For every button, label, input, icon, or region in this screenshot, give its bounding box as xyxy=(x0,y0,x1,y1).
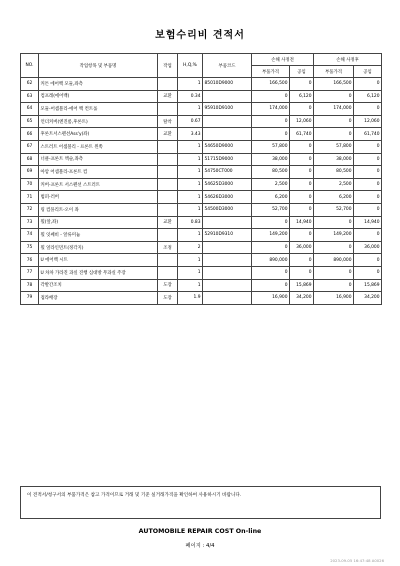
cell-work xyxy=(158,266,178,279)
cell-ap: 0 xyxy=(314,216,354,229)
cell-work xyxy=(158,140,178,153)
cell-hq: 1 xyxy=(178,279,203,292)
cell-code xyxy=(203,266,252,279)
cell-code: 54626D3000 xyxy=(203,191,252,204)
cell-work xyxy=(158,166,178,179)
cell-bp: 0 xyxy=(252,90,290,103)
header-item: 작업항목 및 부품명 xyxy=(39,54,158,78)
cell-ap: 2,500 xyxy=(314,178,354,191)
cell-work xyxy=(158,153,178,166)
cell-no: 65 xyxy=(21,115,39,128)
table-row xyxy=(21,128,382,141)
table-row xyxy=(21,78,382,91)
cell-name: 컴프레(에어백) xyxy=(39,90,158,103)
header-before-labor: 공임 xyxy=(290,66,314,78)
cell-hq: 1 xyxy=(178,203,203,216)
cell-code xyxy=(203,279,252,292)
cell-name: 후론트서스펜션Ass'y(좌) xyxy=(39,128,158,141)
cell-work xyxy=(158,203,178,216)
cell-code: 95910D9100 xyxy=(203,103,252,116)
cell-bl: 15,869 xyxy=(290,279,314,292)
cell-name: U 에어백 시트 xyxy=(39,254,158,267)
cell-hq: 1 xyxy=(178,140,203,153)
cell-no: 74 xyxy=(21,229,39,242)
cell-name: 커버-프론트 서스펜션 스트러트 xyxy=(39,178,158,191)
cell-name: 링 컴플리트-오이 좌 xyxy=(39,203,158,216)
cell-hq: 0.67 xyxy=(178,115,203,128)
cell-hq: 2 xyxy=(178,241,203,254)
cell-work xyxy=(158,191,178,204)
cell-name: 모듈-어셈블리-에어 백 컨트롤 xyxy=(39,103,158,116)
cell-code xyxy=(203,254,252,267)
cell-bl: 34,200 xyxy=(290,292,314,305)
cell-bl: 0 xyxy=(290,140,314,153)
cell-bl: 0 xyxy=(290,191,314,204)
cell-bp: 0 xyxy=(252,279,290,292)
cell-name: 각발간조치 xyxy=(39,279,158,292)
cell-code xyxy=(203,292,252,305)
cell-hq: 3.43 xyxy=(178,128,203,141)
cell-bl: 0 xyxy=(290,153,314,166)
cell-code xyxy=(203,115,252,128)
cell-no: 72 xyxy=(21,203,39,216)
table-row xyxy=(21,254,382,267)
cell-al: 0 xyxy=(354,203,382,216)
cell-al: 12,060 xyxy=(354,115,382,128)
cell-al: 0 xyxy=(354,166,382,179)
table-row xyxy=(21,166,382,179)
cell-bl: 0 xyxy=(290,78,314,91)
cell-hq: 1 xyxy=(178,78,203,91)
table-row xyxy=(21,216,382,229)
header-after-assessment: 손해 사정후 xyxy=(314,54,382,66)
cell-name: 스트러트 어셈블리 - 프론트 왼쪽 xyxy=(39,140,158,153)
cell-name: 범퍼-러버 xyxy=(39,191,158,204)
cell-name: 휠 잇쎄비 - 알류미늄 xyxy=(39,229,158,242)
cell-ap: 80,500 xyxy=(314,166,354,179)
cell-code xyxy=(203,90,252,103)
header-before-assessment: 손해 사정전 xyxy=(252,54,314,66)
cell-name: U 차차 가라진 과실 진행 심대방 무과실 주장 xyxy=(39,266,158,279)
cell-hq: 0.83 xyxy=(178,216,203,229)
cell-al: 0 xyxy=(354,78,382,91)
cell-work xyxy=(158,103,178,116)
cell-bl: 0 xyxy=(290,103,314,116)
cell-al: 0 xyxy=(354,140,382,153)
table-row xyxy=(21,178,382,191)
table-row xyxy=(21,203,382,216)
cell-name: 커튼 에어백 모듈,좌측 xyxy=(39,78,158,91)
cell-name: 휠 얼라인먼트(정각지) xyxy=(39,241,158,254)
cell-work xyxy=(158,178,178,191)
cell-hq: 1 xyxy=(178,103,203,116)
cell-ap: 149,200 xyxy=(314,229,354,242)
header-partcode: 부품코드 xyxy=(203,54,252,78)
cell-ap: 890,000 xyxy=(314,254,354,267)
cell-al: 0 xyxy=(354,254,382,267)
cell-bl: 0 xyxy=(290,203,314,216)
header-no: NO. xyxy=(21,54,39,78)
cell-bp: 52,700 xyxy=(252,203,290,216)
cell-code: 54750CT000 xyxy=(203,166,252,179)
cell-no: 63 xyxy=(21,90,39,103)
table-row xyxy=(21,292,382,305)
cell-al: 0 xyxy=(354,153,382,166)
cell-name: 휠(앞,좌) xyxy=(39,216,158,229)
cell-no: 71 xyxy=(21,191,39,204)
cell-bp: 174,000 xyxy=(252,103,290,116)
cell-code: 52910D9310 xyxy=(203,229,252,242)
cell-al: 6,120 xyxy=(354,90,382,103)
page-number: 페이지 : 4/4 xyxy=(185,543,215,549)
cell-bp: 0 xyxy=(252,128,290,141)
cell-no: 62 xyxy=(21,78,39,91)
cell-ap: 0 xyxy=(314,266,354,279)
cell-no: 75 xyxy=(21,241,39,254)
document-title: 보험수리비 견적서 xyxy=(155,30,245,41)
cell-name: 접라배장 xyxy=(39,292,158,305)
cell-bp: 149,200 xyxy=(252,229,290,242)
cell-code: 54625D3000 xyxy=(203,178,252,191)
cell-ap: 57,800 xyxy=(314,140,354,153)
cell-ap: 0 xyxy=(314,90,354,103)
cell-bl: 0 xyxy=(290,266,314,279)
estimate-rows xyxy=(21,78,382,305)
cell-ap: 38,000 xyxy=(314,153,354,166)
cell-al: 34,200 xyxy=(354,292,382,305)
cell-bp: 38,000 xyxy=(252,153,290,166)
cell-al: 14,940 xyxy=(354,216,382,229)
cell-hq: 1 xyxy=(178,229,203,242)
table-row xyxy=(21,191,382,204)
cell-bl: 0 xyxy=(290,178,314,191)
cell-bl: 0 xyxy=(290,254,314,267)
cell-bp: 0 xyxy=(252,241,290,254)
cell-work: 교환 xyxy=(158,216,178,229)
cell-no: 77 xyxy=(21,266,39,279)
disclaimer-note: 이 견적서/청구서의 부품가격은 참고 가격이므로 거래 및 기준 실거래가격을 확인하여 사용하시기 바랍니다. xyxy=(20,486,381,519)
header-after-part-price: 부품가격 xyxy=(314,66,354,78)
cell-al: 0 xyxy=(354,103,382,116)
cell-code: 85010D9000 xyxy=(203,78,252,91)
cell-name: 언더커버(엔진룸,후론트) xyxy=(39,115,158,128)
table-row xyxy=(21,279,382,292)
cell-work: 도장 xyxy=(158,292,178,305)
table-row xyxy=(21,140,382,153)
cell-bp: 0 xyxy=(252,115,290,128)
cell-work xyxy=(158,78,178,91)
cell-hq: 0.34 xyxy=(178,90,203,103)
cell-ap: 0 xyxy=(314,115,354,128)
cell-bl: 36,000 xyxy=(290,241,314,254)
header-work: 작업 xyxy=(158,54,178,78)
cell-al: 15,869 xyxy=(354,279,382,292)
table-row xyxy=(21,229,382,242)
cell-hq: 1 xyxy=(178,153,203,166)
cell-bl: 12,060 xyxy=(290,115,314,128)
cell-code: 54500D3000 xyxy=(203,203,252,216)
cell-work: 탈착 xyxy=(158,115,178,128)
cell-hq: 1.9 xyxy=(178,292,203,305)
cell-ap: 52,700 xyxy=(314,203,354,216)
header-hqty: H,Q,% xyxy=(178,54,203,78)
cell-code xyxy=(203,216,252,229)
cell-bp: 2,500 xyxy=(252,178,290,191)
cell-work: 조정 xyxy=(158,241,178,254)
cell-bp: 57,800 xyxy=(252,140,290,153)
header-after-labor: 공임 xyxy=(354,66,382,78)
cell-hq: 1 xyxy=(178,254,203,267)
header-before-part-price: 부품가격 xyxy=(252,66,290,78)
cell-hq: 1 xyxy=(178,266,203,279)
cell-work: 도장 xyxy=(158,279,178,292)
cell-name: 너클-프론트 액슬,좌측 xyxy=(39,153,158,166)
cell-work: 교환 xyxy=(158,128,178,141)
table-row xyxy=(21,153,382,166)
cell-no: 64 xyxy=(21,103,39,116)
cell-bp: 6,200 xyxy=(252,191,290,204)
cell-bl: 0 xyxy=(290,229,314,242)
cell-hq: 1 xyxy=(178,178,203,191)
cell-bl: 61,740 xyxy=(290,128,314,141)
table-row xyxy=(21,103,382,116)
table-row xyxy=(21,90,382,103)
cell-no: 70 xyxy=(21,178,39,191)
cell-al: 0 xyxy=(354,266,382,279)
cell-code xyxy=(203,128,252,141)
cell-work: 교환 xyxy=(158,90,178,103)
cell-no: 73 xyxy=(21,216,39,229)
cell-bp: 16,900 xyxy=(252,292,290,305)
cell-no: 76 xyxy=(21,254,39,267)
table-row xyxy=(21,266,382,279)
cell-bl: 0 xyxy=(290,166,314,179)
cell-name: 아암 어셈블리-프론트 컴 xyxy=(39,166,158,179)
cell-code: 51715D9000 xyxy=(203,153,252,166)
cell-al: 61,740 xyxy=(354,128,382,141)
cell-bp: 0 xyxy=(252,266,290,279)
footer-title: AUTOMOBILE REPAIR COST On-line xyxy=(138,528,262,535)
cell-bl: 14,940 xyxy=(290,216,314,229)
cell-bp: 80,500 xyxy=(252,166,290,179)
cell-work xyxy=(158,229,178,242)
cell-hq: 1 xyxy=(178,191,203,204)
cell-no: 66 xyxy=(21,128,39,141)
cell-no: 78 xyxy=(21,279,39,292)
cell-ap: 0 xyxy=(314,241,354,254)
cell-work xyxy=(158,254,178,267)
cell-al: 0 xyxy=(354,229,382,242)
cell-bp: 890,000 xyxy=(252,254,290,267)
cell-ap: 0 xyxy=(314,128,354,141)
estimate-table xyxy=(20,53,382,305)
cell-ap: 166,500 xyxy=(314,78,354,91)
cell-ap: 174,000 xyxy=(314,103,354,116)
cell-no: 67 xyxy=(21,140,39,153)
cell-no: 79 xyxy=(21,292,39,305)
cell-al: 0 xyxy=(354,191,382,204)
cell-ap: 16,900 xyxy=(314,292,354,305)
print-timestamp: 2023-09-05 16:47:48 A0026 xyxy=(330,558,384,563)
table-row xyxy=(21,115,382,128)
cell-ap: 6,200 xyxy=(314,191,354,204)
table-row xyxy=(21,241,382,254)
cell-no: 68 xyxy=(21,153,39,166)
cell-bp: 166,500 xyxy=(252,78,290,91)
cell-ap: 0 xyxy=(314,279,354,292)
cell-no: 69 xyxy=(21,166,39,179)
cell-code: 54650D9000 xyxy=(203,140,252,153)
cell-bl: 6,120 xyxy=(290,90,314,103)
cell-al: 0 xyxy=(354,178,382,191)
cell-bp: 0 xyxy=(252,216,290,229)
cell-hq: 1 xyxy=(178,166,203,179)
cell-code xyxy=(203,241,252,254)
cell-al: 36,000 xyxy=(354,241,382,254)
